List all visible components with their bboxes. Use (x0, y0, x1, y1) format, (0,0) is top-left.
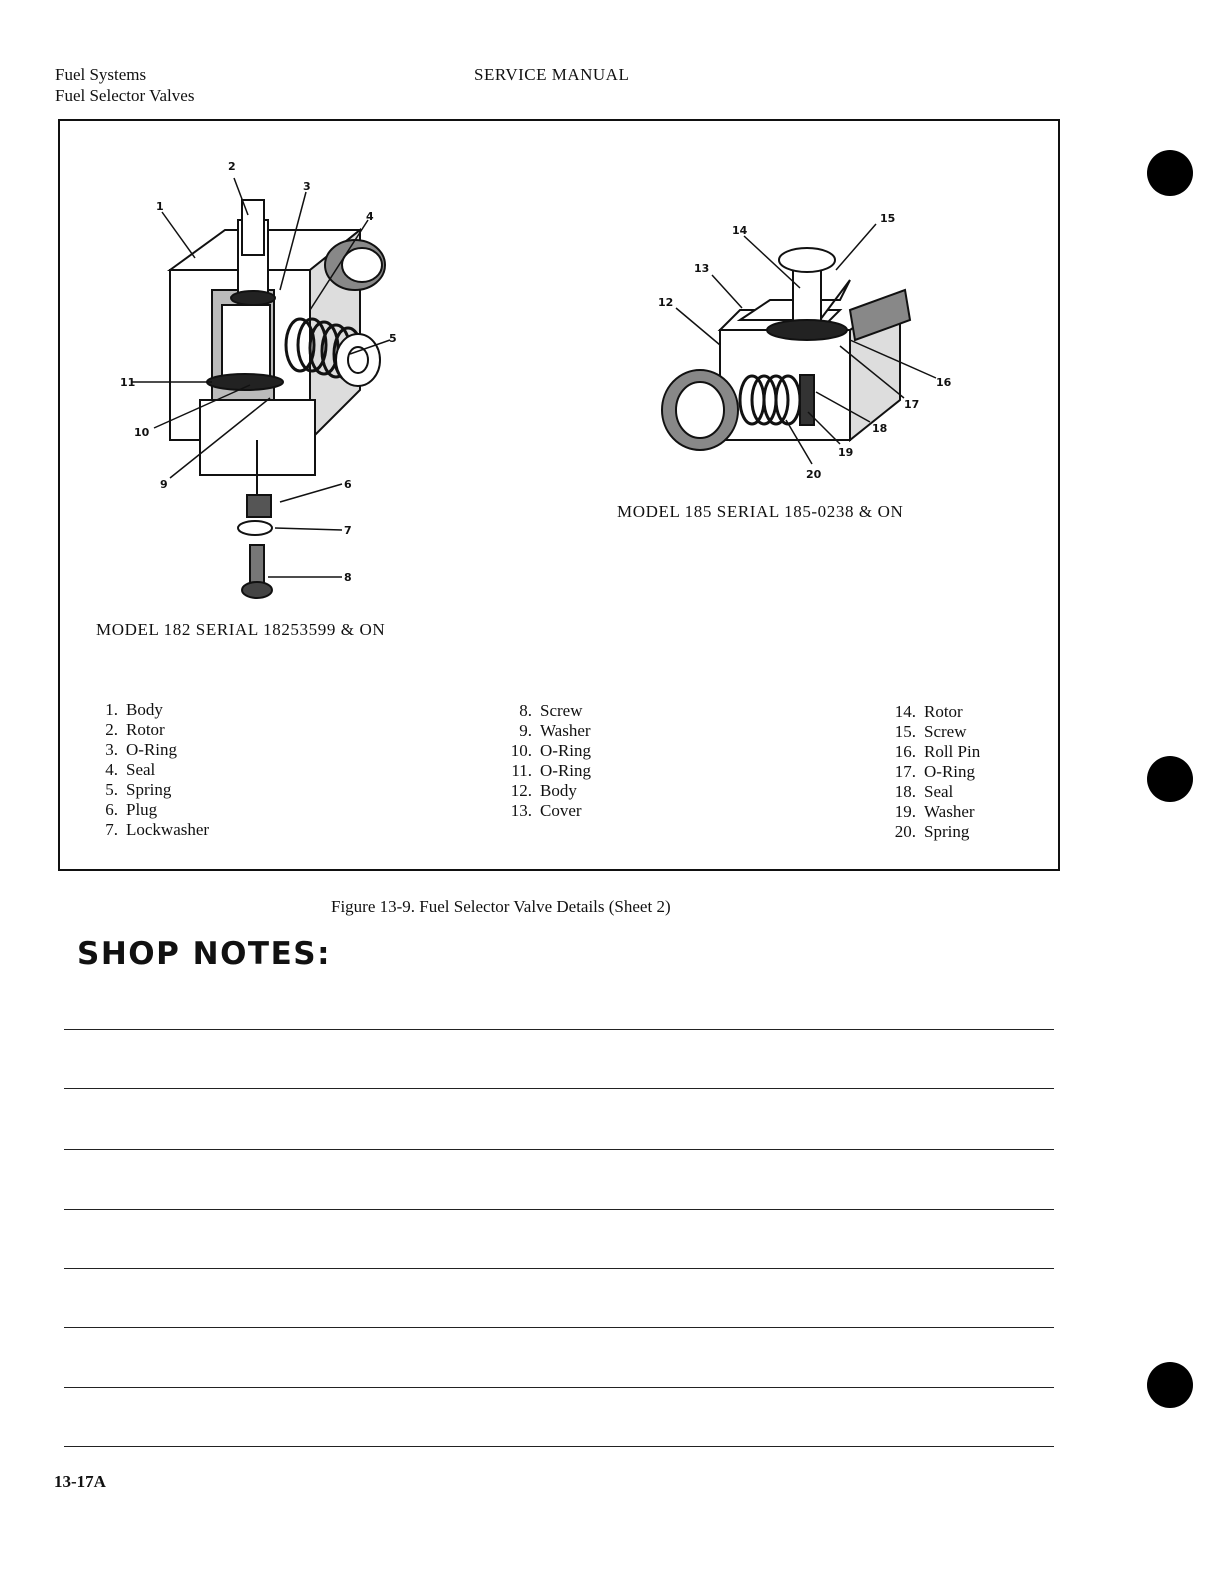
callout-18: 18 (872, 422, 888, 435)
part-item: 18. Seal (894, 782, 954, 801)
model-185-caption: MODEL 185 SERIAL 185-0238 & ON (617, 502, 904, 521)
subsection-title: Fuel Selector Valves (55, 86, 195, 105)
parts-list-column (80, 700, 209, 840)
part-item: 14. Rotor (894, 702, 963, 721)
part-item: 3. O-Ring (105, 740, 177, 759)
model-182-caption: MODEL 182 SERIAL 18253599 & ON (96, 620, 386, 639)
parts-list-column (878, 702, 980, 842)
callout-16: 16 (936, 376, 952, 389)
page-number: 13-17A (54, 1472, 106, 1491)
note-line[interactable] (64, 1327, 1054, 1328)
note-line[interactable] (64, 1446, 1054, 1447)
callout-17: 17 (904, 398, 920, 411)
part-item: 17. O-Ring (894, 762, 975, 781)
note-line[interactable] (64, 1387, 1054, 1388)
part-item: 20. Spring (894, 822, 970, 841)
section-title: Fuel Systems (55, 65, 147, 84)
callout-7: 7 (344, 524, 352, 537)
callout-20: 20 (806, 468, 822, 481)
callout-9: 9 (160, 478, 168, 491)
note-line[interactable] (64, 1149, 1054, 1150)
valve-185-diagram (640, 200, 970, 490)
callout-15: 15 (880, 212, 896, 225)
note-line[interactable] (64, 1268, 1054, 1269)
header-section (55, 64, 194, 106)
note-line[interactable] (64, 1029, 1054, 1030)
callout-5: 5 (389, 332, 397, 345)
callout-4: 4 (366, 210, 374, 223)
part-item: 12. Body (510, 781, 577, 800)
punch-hole (1147, 150, 1193, 196)
callout-11: 11 (120, 376, 136, 389)
callout-6: 6 (344, 478, 352, 491)
callout-3: 3 (303, 180, 311, 193)
note-line[interactable] (64, 1209, 1054, 1210)
part-item: 2. Rotor (105, 720, 165, 739)
callout-10: 10 (134, 426, 150, 439)
callout-2: 2 (228, 160, 236, 173)
shop-notes-title: SHOP NOTES: (77, 936, 331, 972)
punch-hole (1147, 1362, 1193, 1408)
note-line[interactable] (64, 1088, 1054, 1089)
figure-caption: Figure 13-9. Fuel Selector Valve Details (Sheet 2) (331, 897, 671, 916)
punch-hole (1147, 756, 1193, 802)
part-item: 19. Washer (894, 802, 975, 821)
part-item: 5. Spring (105, 780, 172, 799)
part-item: 4. Seal (105, 760, 156, 779)
part-item: 15. Screw (894, 722, 967, 741)
part-item: 11. O-Ring (511, 761, 591, 780)
callout-1: 1 (156, 200, 164, 213)
part-item: 13. Cover (510, 801, 582, 820)
parts-list-column (494, 701, 591, 821)
part-item: 7. Lockwasher (105, 820, 210, 839)
callout-14: 14 (732, 224, 748, 237)
part-item: 16. Roll Pin (894, 742, 981, 761)
part-item: 8. Screw (519, 701, 583, 720)
part-item: 6. Plug (105, 800, 158, 819)
part-item: 1. Body (105, 700, 163, 719)
callout-19: 19 (838, 446, 854, 459)
part-item: 10. O-Ring (510, 741, 591, 760)
callout-12: 12 (658, 296, 674, 309)
callout-8: 8 (344, 571, 352, 584)
callout-13: 13 (694, 262, 710, 275)
part-item: 9. Washer (519, 721, 591, 740)
manual-title: SERVICE MANUAL (474, 65, 630, 84)
valve-182-diagram (100, 140, 440, 610)
